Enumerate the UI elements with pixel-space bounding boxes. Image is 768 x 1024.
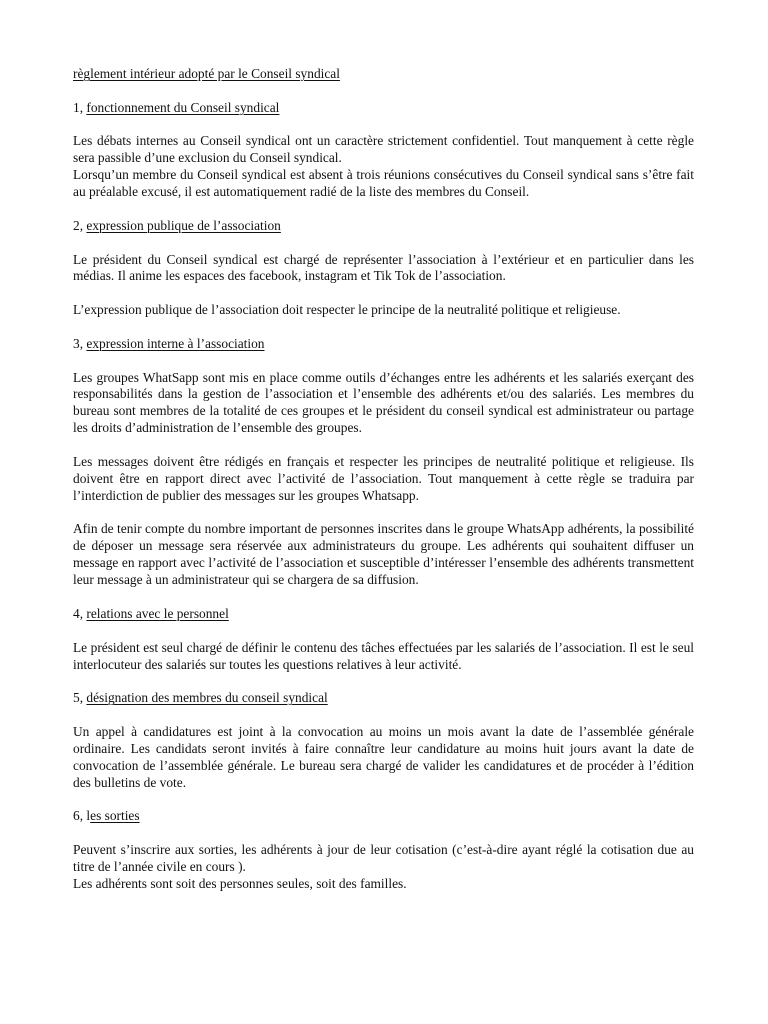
- paragraph-text: Les messages doivent être rédigés en français et respecter les principes de neutralité politique et religieuse. Ils doivent être en rapport direct avec l’activité de l’association. Tout manquement à cette règle se traduira par l’interdiction de publier des messages sur les groupes Whatsapp.: [73, 453, 694, 503]
- section-3: [73, 336, 694, 589]
- section-heading-text: relations avec le personnel: [86, 605, 229, 621]
- document-sections: [73, 100, 694, 893]
- section-number: 2,: [73, 217, 87, 233]
- paragraph-text: Le président du Conseil syndical est chargé de représenter l’association à l’extérieur et en particulier dans les médias. Il anime les espaces des facebook, instagram et Tik Tok de l’association.: [73, 251, 694, 284]
- paragraph-text: Les débats internes au Conseil syndical ont un caractère strictement confidentiel. Tout manquement à cette règle sera passible d’une exclusion du Conseil syndical.: [73, 133, 694, 166]
- section-heading-text: expression interne à l’association: [86, 335, 265, 351]
- body-paragraph: [73, 724, 694, 792]
- section-heading-text: désignation des membres du conseil syndical: [86, 690, 328, 706]
- paragraph-text: Un appel à candidatures est joint à la convocation au moins un mois avant la date de l’assemblée générale ordinaire. Les candidats seront invités à faire connaître leur candidature au moins huit jours avant la date de convocation de l’assemblée générale. Le bureau sera chargé de valider les candidatures et de procéder à l’édition des bulletins de vote.: [73, 723, 694, 790]
- section-number: 6, l: [73, 808, 91, 824]
- section-heading-text: expression publique de l’association: [86, 217, 281, 233]
- body-paragraph: [73, 640, 694, 674]
- section-heading: [73, 808, 694, 825]
- body-paragraph: [73, 842, 694, 893]
- section-1: [73, 100, 694, 201]
- body-paragraph: [73, 252, 694, 286]
- section-number: 1,: [73, 99, 87, 115]
- section-heading: [73, 606, 694, 623]
- body-paragraph: [73, 521, 694, 589]
- paragraph-text: Les groupes WhatSapp sont mis en place comme outils d’échanges entre les adhérents et les salariés exerçant des responsabilités dans la gestion de l’association et l’ensemble des adhérents et/ou des salariés. Les membres du bureau sont membres de la totalité de ces groupes et le président du conseil syndical est administrateur ou partage les droits d’administration de l’ensemble des groupes.: [73, 369, 694, 436]
- body-paragraph: [73, 454, 694, 505]
- section-number: 4,: [73, 605, 87, 621]
- section-6: [73, 808, 694, 892]
- section-heading-text: es sorties: [90, 808, 140, 824]
- section-number: 3,: [73, 335, 87, 351]
- document-page: [73, 66, 694, 910]
- paragraph-text: Peuvent s’inscrire aux sorties, les adhérents à jour de leur cotisation (c’est-à-dire ayant réglé la cotisation due au titre de l’année civile en cours ).: [73, 842, 694, 874]
- document-title-line: [73, 66, 694, 83]
- document-title: règlement intérieur adopté par le Conseil syndical: [73, 66, 340, 81]
- body-paragraph: [73, 370, 694, 438]
- section-4: [73, 606, 694, 674]
- section-heading: [73, 100, 694, 117]
- paragraph-text: Lorsqu’un membre du Conseil syndical est absent à trois réunions consécutives du Conseil syndical sans s’être fait au préalable excusé, il est automatiquement radié de la liste des membres du Conseil.: [73, 167, 694, 200]
- section-heading: [73, 690, 694, 707]
- paragraph-text: Afin de tenir compte du nombre important de personnes inscrites dans le groupe WhatsApp adhérents, la possibilité de déposer un message sera réservée aux administrateurs du groupe. Les adhérents qui souhaitent diffuser un message en rapport avec l’activité de l’association et susceptible d’intéresser l’ensemble des adhérents transmettent leur message à un administrateur qui se chargera de sa diffusion.: [73, 521, 694, 588]
- section-5: [73, 690, 694, 791]
- paragraph-text: Le président est seul chargé de définir le contenu des tâches effectuées par les salariés de l’association. Il est le seul interlocuteur des salariés sur toutes les questions relatives à leur activité.: [73, 639, 694, 672]
- paragraph-text: Les adhérents sont soit des personnes seules, soit des familles.: [73, 875, 407, 891]
- section-heading-text: fonctionnement du Conseil syndical: [86, 99, 280, 115]
- section-number: 5,: [73, 690, 87, 706]
- body-paragraph: [73, 133, 694, 201]
- section-2: [73, 218, 694, 319]
- body-paragraph: [73, 302, 694, 319]
- section-heading: [73, 336, 694, 353]
- paragraph-text: L’expression publique de l’association doit respecter le principe de la neutralité politique et religieuse.: [73, 302, 621, 318]
- section-heading: [73, 218, 694, 235]
